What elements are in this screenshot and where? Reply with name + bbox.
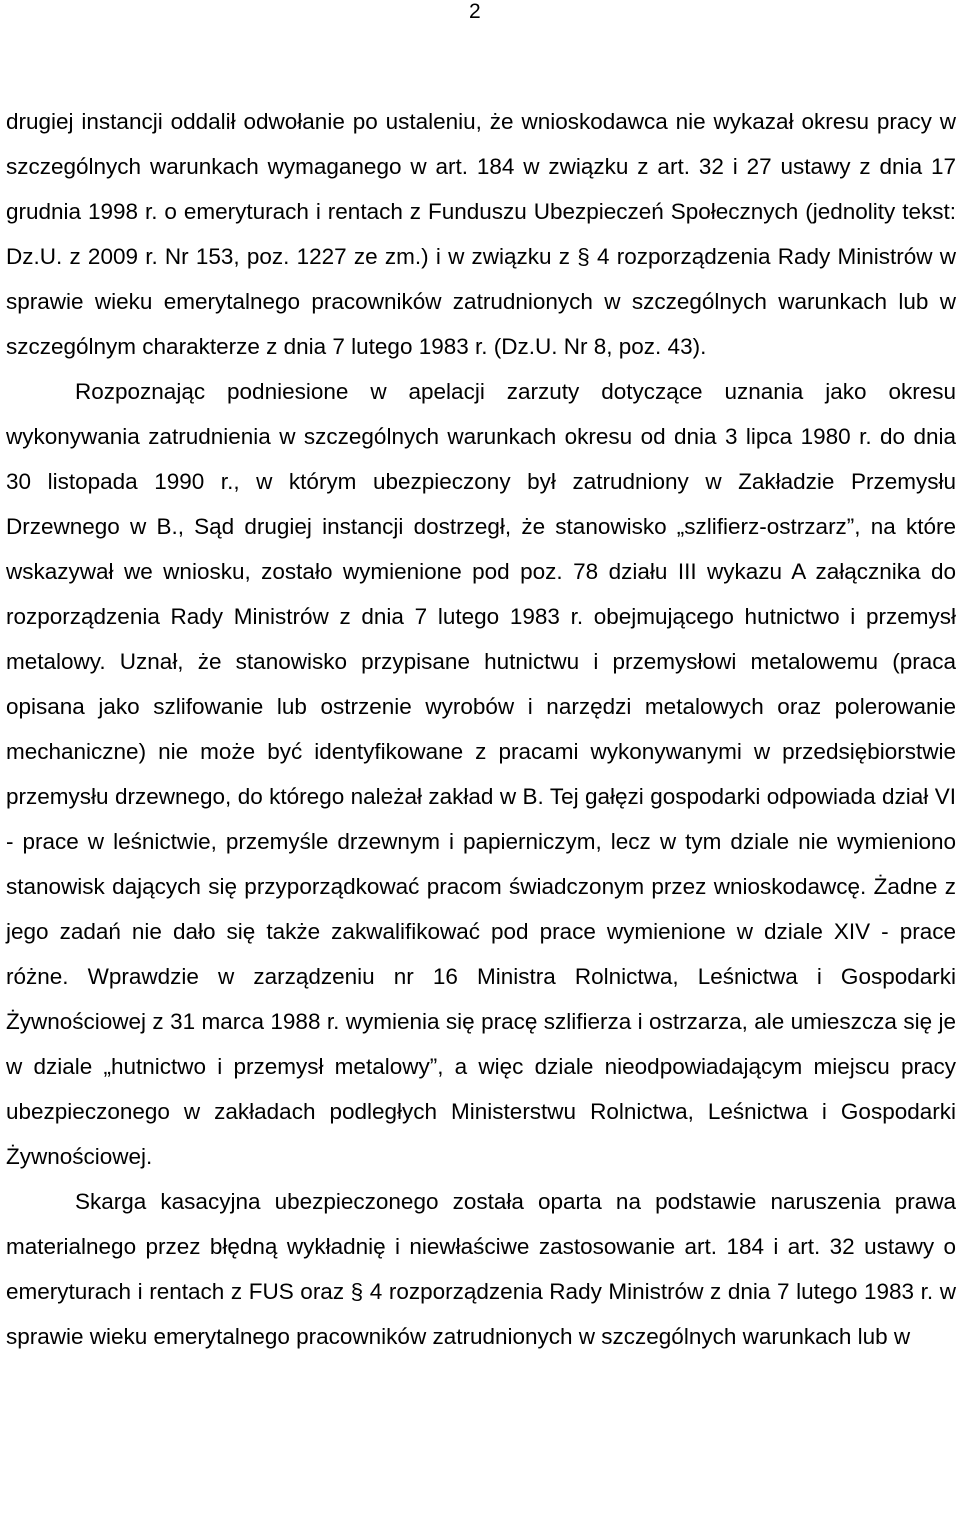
document-body (6, 99, 956, 1359)
paragraph-cassation-complaint: Skarga kasacyjna ubezpieczonego została oparta na podstawie naruszenia prawa materialnego przez błędną wykładnię i niewłaściwe zastosowanie art. 184 i art. 32 ustawy o emeryturach i rentach z FUS oraz § 4 rozporządzenia Rady Ministrów z dnia 7 lutego 1983 r. w sprawie wieku emerytalnego pracowników zatrudnionych w szczególnych warunkach lub w (6, 1189, 956, 1349)
paragraph-continuation: drugiej instancji oddalił odwołanie po ustaleniu, że wnioskodawca nie wykazał okresu pracy w szczególnych warunkach wymaganego w art. 184 w związku z art. 32 i 27 ustawy z dnia 17 grudnia 1998 r. o emeryturach i rentach z Funduszu Ubezpieczeń Społecznych (jednolity tekst: Dz.U. z 2009 r. Nr 153, poz. 1227 ze zm.) i w związku z § 4 rozporządzenia Rady Ministrów w sprawie wieku emerytalnego pracowników zatrudnionych w szczególnych warunkach lub w szczególnym charakterze z dnia 7 lutego 1983 r. (Dz.U. Nr 8, poz. 43). (6, 109, 956, 359)
paragraph-appeal-court-reasoning: Rozpoznając podniesione w apelacji zarzuty dotyczące uznania jako okresu wykonywania zatrudnienia w szczególnych warunkach okresu od dnia 3 lipca 1980 r. do dnia 30 listopada 1990 r., w którym ubezpieczony był zatrudniony w Zakładzie Przemysłu Drzewnego w B., Sąd drugiej instancji dostrzegł, że stanowisko „szlifierz-ostrzarz”, na które wskazywał we wniosku, zostało wymienione pod poz. 78 działu III wykazu A załącznika do rozporządzenia Rady Ministrów z dnia 7 lutego 1983 r. obejmującego hutnictwo i przemysł metalowy. Uznał, że stanowisko przypisane hutnictwu i przemysłowi metalowemu (praca opisana jako szlifowanie lub ostrzenie wyrobów i narzędzi metalowych oraz polerowanie mechaniczne) nie może być identyfikowane z pracami wykonywanymi w przedsiębiorstwie przemysłu drzewnego, do którego należał zakład w B. Tej gałęzi gospodarki odpowiada dział VI - prace w leśnictwie, przemyśle drzewnym i papierniczym, lecz w tym dziale nie wymieniono stanowisk dających się przyporządkować pracom świadczonym przez wnioskodawcę. Żadne z jego zadań nie dało się także zakwalifikować pod prace wymienione w dziale XIV - prace różne. Wprawdzie w zarządzeniu nr 16 Ministra Rolnictwa, Leśnictwa i Gospodarki Żywnościowej z 31 marca 1988 r. wymienia się pracę szlifierza i ostrzarza, ale umieszcza się je w dziale „hutnictwo i przemysł metalowy”, a więc dziale nieodpowiadającym miejscu pracy ubezpieczonego w zakładach podległych Ministerstwu Rolnictwa, Leśnictwa i Gospodarki Żywnościowej. (6, 379, 956, 1169)
page-number: 2 (469, 0, 481, 23)
